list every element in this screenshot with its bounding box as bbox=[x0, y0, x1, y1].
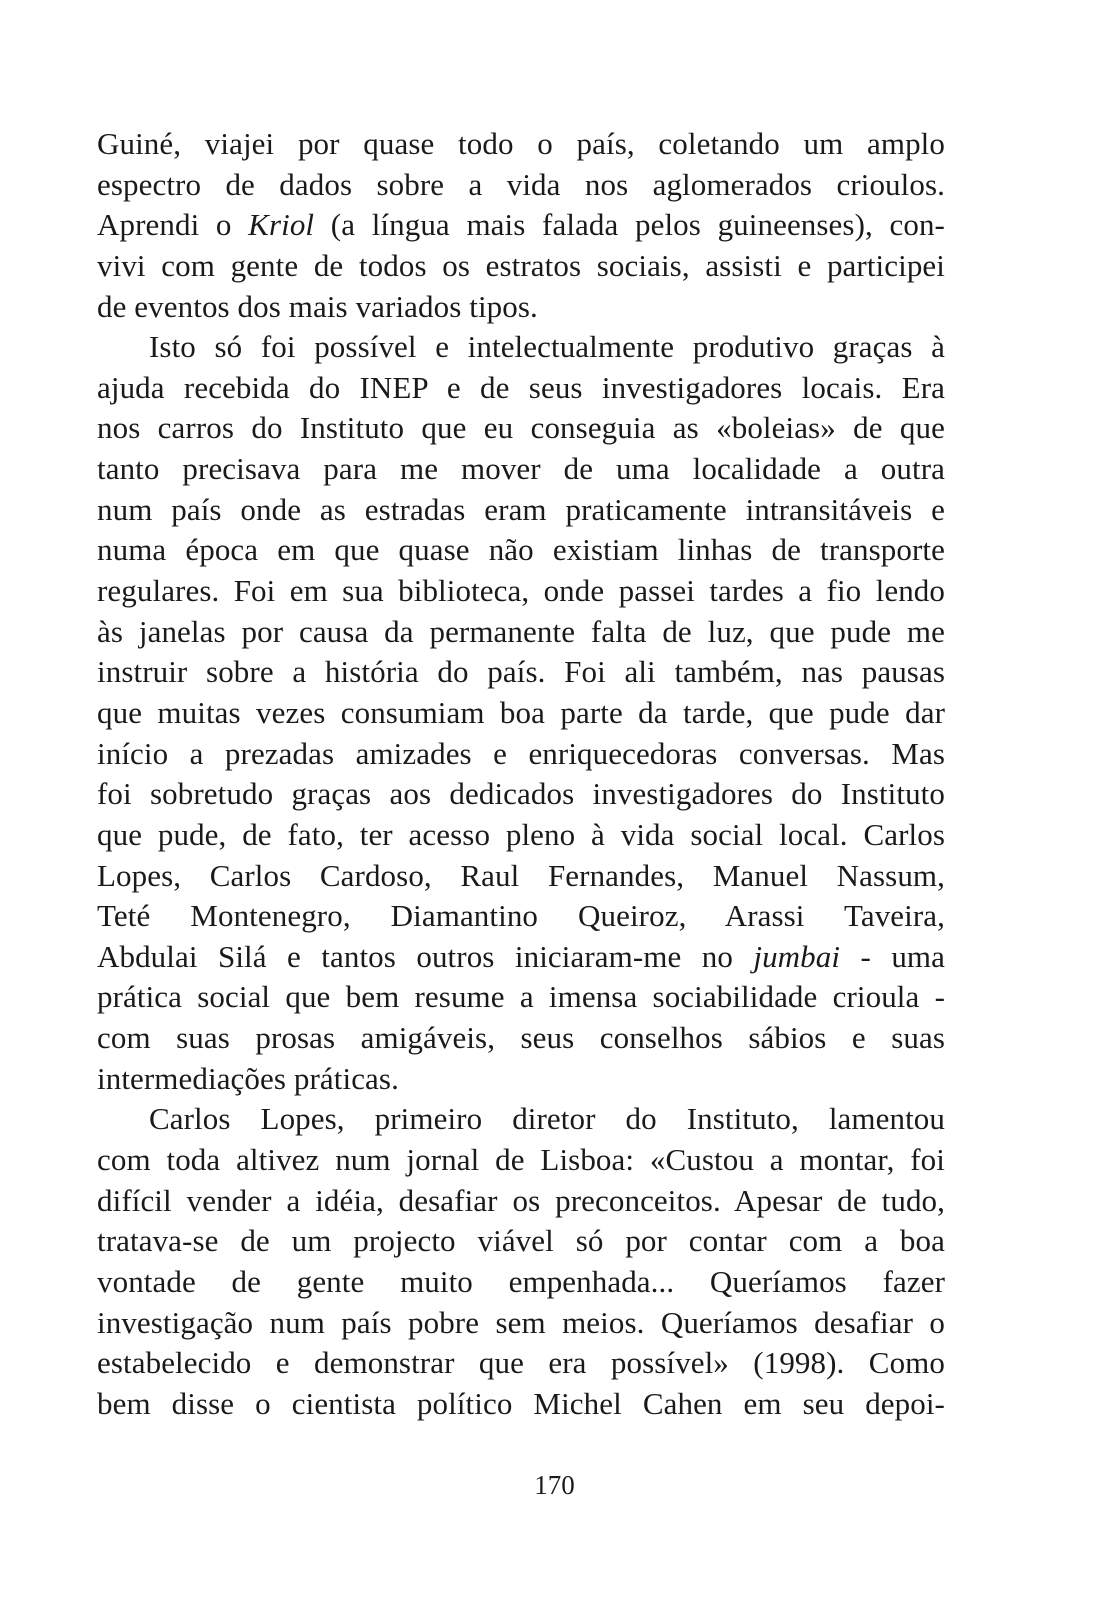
text-segment: às janelas por causa da permanente falta de luz, que pude me bbox=[97, 613, 945, 649]
text-segment: tratava-se de um projecto viável só por contar com a boa bbox=[97, 1223, 945, 1259]
text-segment: com toda altivez num jornal de Lisboa: «Custou a montar, foi bbox=[97, 1142, 945, 1178]
text-segment: Lopes, Carlos Cardoso, Raul Fernandes, Manuel Nassum, bbox=[97, 857, 945, 893]
text-segment: Abdulai Silá e tantos outros iniciaram-me no bbox=[97, 938, 754, 974]
text-segment: prática social que bem resume a imensa sociabilidade crioula - bbox=[97, 979, 945, 1015]
text-line bbox=[97, 246, 945, 287]
text-segment: difícil vender a idéia, desafiar os preconceitos. Apesar de tudo, bbox=[97, 1182, 945, 1218]
text-line bbox=[97, 774, 945, 815]
text-line bbox=[97, 1018, 945, 1059]
text-line bbox=[97, 530, 945, 571]
text-segment: - uma bbox=[840, 938, 946, 974]
text-line bbox=[97, 1059, 945, 1100]
text-segment: num país onde as estradas eram praticamente intransitáveis e bbox=[97, 491, 945, 527]
text-line bbox=[97, 612, 945, 653]
text-line bbox=[97, 408, 945, 449]
text-segment: que muitas vezes consumiam boa parte da tarde, que pude dar bbox=[97, 694, 945, 730]
text-segment: que pude, de fato, ter acesso pleno à vida social local. Carlos bbox=[97, 816, 945, 852]
paragraph bbox=[97, 1099, 945, 1424]
text-segment: Guiné, viajei por quase todo o país, coletando um amplo bbox=[97, 126, 945, 161]
text-line bbox=[97, 896, 945, 937]
text-line bbox=[97, 1181, 945, 1222]
text-segment: tanto precisava para me mover de uma localidade a outra bbox=[97, 451, 945, 487]
text-segment: Carlos Lopes, primeiro diretor do Instituto, lamentou bbox=[149, 1101, 945, 1137]
text-segment: Teté Montenegro, Diamantino Queiroz, Arassi Taveira, bbox=[97, 898, 945, 934]
text-segment: numa época em que quase não existiam linhas de transporte bbox=[97, 532, 945, 568]
text-segment: bem disse o cientista político Michel Cahen em seu depoi- bbox=[97, 1385, 945, 1421]
text-line bbox=[97, 856, 945, 897]
text-segment: foi sobretudo graças aos dedicados investigadores do Instituto bbox=[97, 776, 945, 812]
text-line bbox=[97, 327, 945, 368]
text-segment: ajuda recebida do INEP e de seus investigadores locais. Era bbox=[97, 369, 945, 405]
text-line bbox=[97, 937, 945, 978]
text-line bbox=[97, 368, 945, 409]
text-line bbox=[97, 287, 945, 328]
text-line bbox=[97, 815, 945, 856]
text-segment: início a prezadas amizades e enriquecedoras conversas. Mas bbox=[97, 735, 945, 771]
text-segment: espectro de dados sobre a vida nos aglomerados crioulos. bbox=[97, 166, 945, 202]
text-line bbox=[97, 1384, 945, 1425]
text-line bbox=[97, 734, 945, 775]
text-segment: intermediações práticas. bbox=[97, 1060, 399, 1096]
text-line bbox=[97, 205, 945, 246]
text-segment: de eventos dos mais variados tipos. bbox=[97, 288, 538, 324]
text-segment: instruir sobre a história do país. Foi ali também, nas pausas bbox=[97, 654, 945, 690]
text-segment: vivi com gente de todos os estratos sociais, assisti e participei bbox=[97, 247, 945, 283]
paragraph bbox=[97, 124, 945, 327]
text-line bbox=[97, 124, 945, 165]
text-segment: nos carros do Instituto que eu conseguia as «boleias» de que bbox=[97, 410, 945, 446]
text-line bbox=[97, 165, 945, 206]
text-line bbox=[97, 693, 945, 734]
text-segment: com suas prosas amigáveis, seus conselhos sábios e suas bbox=[97, 1020, 945, 1056]
text-segment: vontade de gente muito empenhada... Queríamos fazer bbox=[97, 1263, 945, 1299]
text-line bbox=[97, 1221, 945, 1262]
paragraph bbox=[97, 327, 945, 1099]
page-body bbox=[97, 124, 945, 1425]
italic-term: Kriol bbox=[248, 207, 315, 243]
text-line bbox=[97, 1343, 945, 1384]
text-line bbox=[97, 490, 945, 531]
text-segment: Isto só foi possível e intelectualmente produtivo graças à bbox=[149, 329, 945, 365]
text-segment: estabelecido e demonstrar que era possível» (1998). Como bbox=[97, 1345, 945, 1381]
text-line bbox=[97, 1099, 945, 1140]
text-line bbox=[97, 1262, 945, 1303]
text-line bbox=[97, 1303, 945, 1344]
text-segment: Aprendi o bbox=[97, 207, 249, 243]
text-segment: (a língua mais falada pelos guineenses), con- bbox=[314, 207, 945, 243]
text-line bbox=[97, 1140, 945, 1181]
text-segment: investigação num país pobre sem meios. Queríamos desafiar o bbox=[97, 1304, 945, 1340]
italic-term: jumbai bbox=[753, 938, 841, 974]
text-segment: regulares. Foi em sua biblioteca, onde passei tardes a fio lendo bbox=[97, 573, 945, 609]
page-number: 170 bbox=[534, 1470, 575, 1500]
text-line bbox=[97, 571, 945, 612]
text-line bbox=[97, 977, 945, 1018]
text-line bbox=[97, 449, 945, 490]
text-line bbox=[97, 652, 945, 693]
